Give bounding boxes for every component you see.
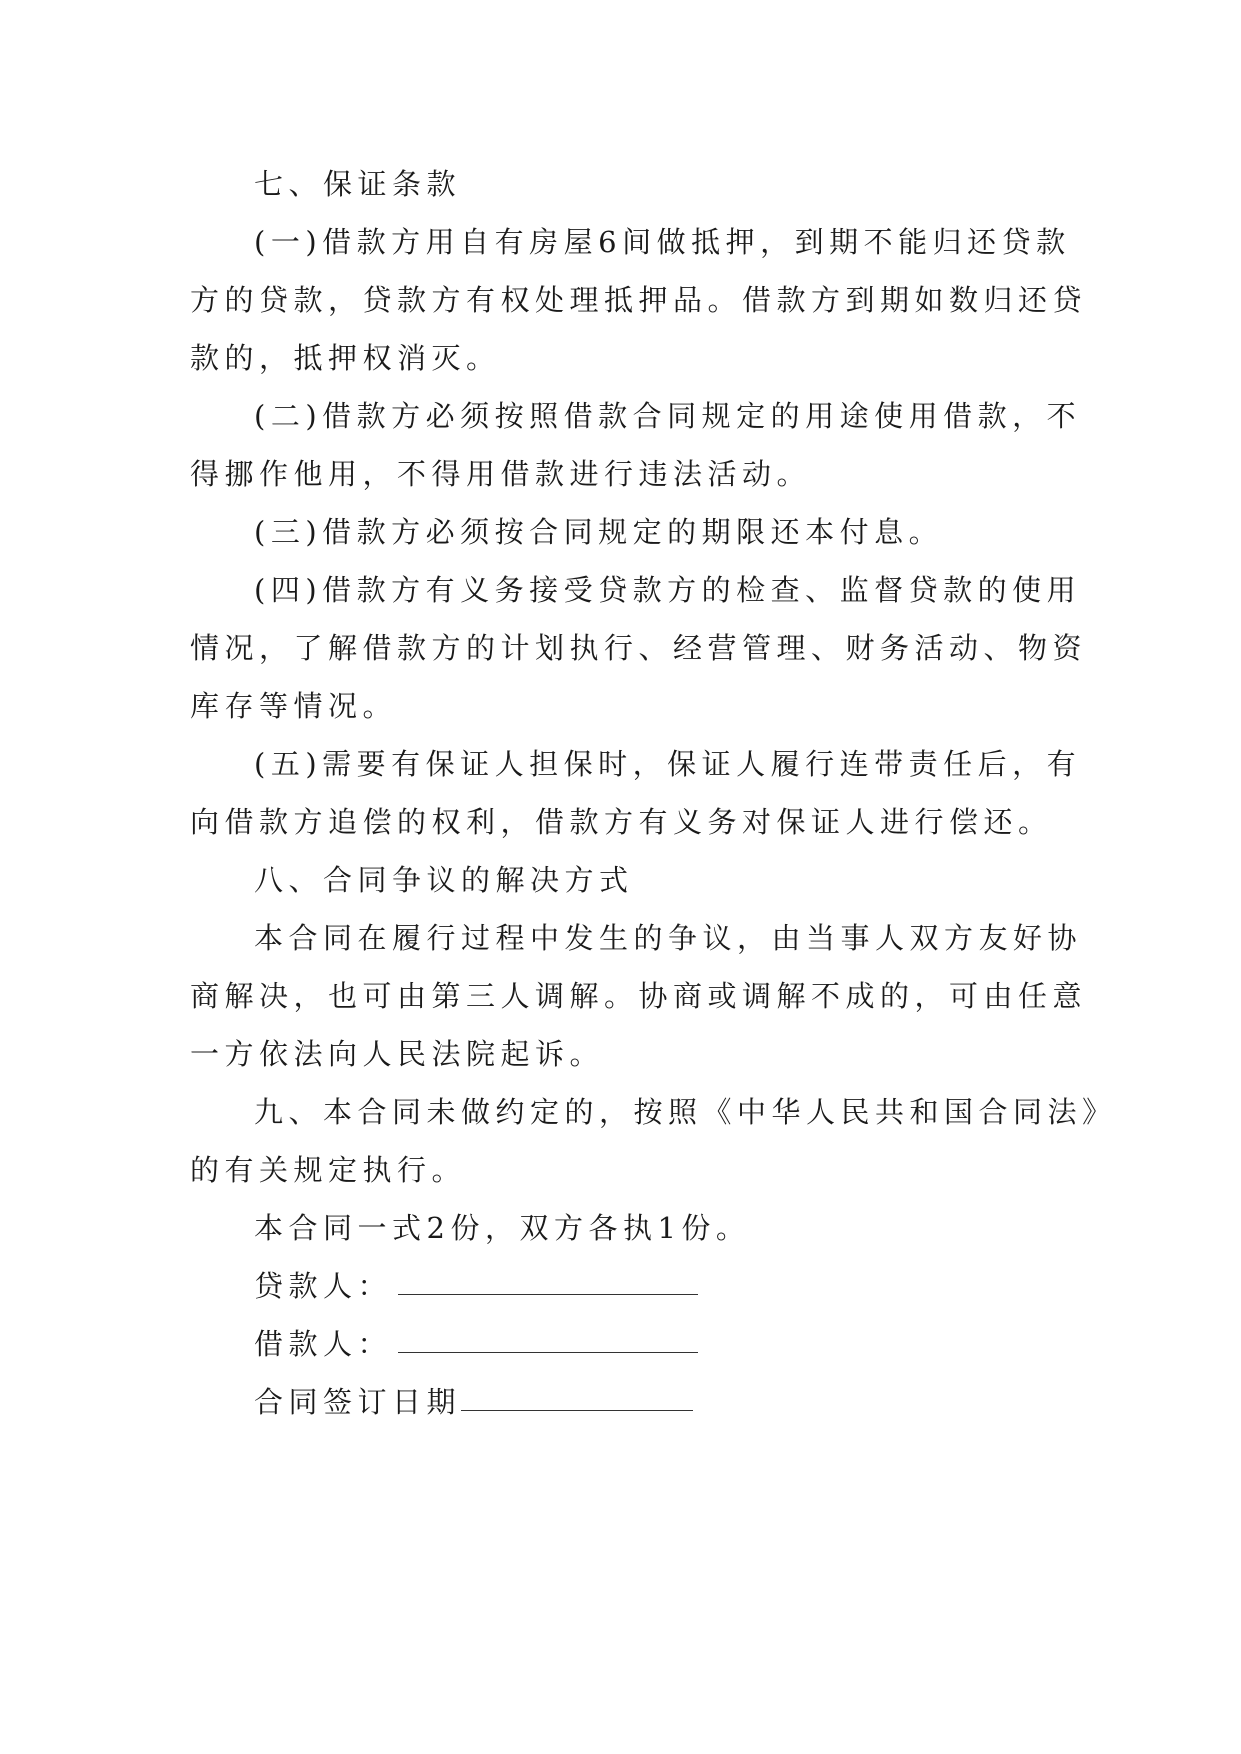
paragraph-line: (二)借款方必须按照借款合同规定的用途使用借款，不: [254, 399, 1082, 433]
paragraph-line: 商解决，也可由第三人调解。协商或调解不成的，可由任意: [190, 979, 1088, 1013]
lender-signature-row: [254, 1256, 698, 1316]
borrower-signature-blank: [398, 1314, 698, 1353]
paragraph-line: 情况，了解借款方的计划执行、经营管理、财务活动、物资: [190, 631, 1088, 665]
paragraph-line: (三)借款方必须按合同规定的期限还本付息。: [254, 515, 944, 549]
lender-label: 贷款人：: [254, 1269, 393, 1303]
copies-statement: 本合同一式2份，双方各执1份。: [254, 1211, 751, 1245]
lender-signature-blank: [398, 1256, 698, 1295]
signing-date-label: 合同签订日期: [254, 1385, 462, 1419]
section-heading-dispute: 八、合同争议的解决方式: [254, 863, 634, 897]
paragraph-line: 得挪作他用，不得用借款进行违法活动。: [190, 457, 812, 491]
paragraph-line: 方的贷款，贷款方有权处理抵押品。借款方到期如数归还贷: [190, 283, 1088, 317]
paragraph-line: 本合同在履行过程中发生的争议，由当事人双方友好协: [254, 921, 1083, 955]
paragraph-line: 款的，抵押权消灭。: [190, 341, 501, 375]
paragraph-line: (五)需要有保证人担保时，保证人履行连带责任后，有: [254, 747, 1082, 781]
signing-date-row: [254, 1372, 693, 1432]
section-heading-guarantee: 七、保证条款: [254, 167, 462, 201]
paragraph-line: 的有关规定执行。: [190, 1153, 467, 1187]
signing-date-blank: [461, 1372, 693, 1411]
paragraph-line: 库存等情况。: [190, 689, 398, 723]
paragraph-line: (四)借款方有义务接受贷款方的检查、监督贷款的使用: [254, 573, 1082, 607]
borrower-signature-row: [254, 1314, 698, 1374]
paragraph-line: 一方依法向人民法院起诉。: [190, 1037, 605, 1071]
paragraph-line: 九、本合同未做约定的，按照《中华人民共和国合同法》: [254, 1095, 1117, 1129]
borrower-label: 借款人：: [254, 1327, 393, 1361]
paragraph-line: 向借款方追偿的权利，借款方有义务对保证人进行偿还。: [190, 805, 1053, 839]
paragraph-line: (一)借款方用自有房屋6间做抵押，到期不能归还贷款: [254, 225, 1071, 259]
